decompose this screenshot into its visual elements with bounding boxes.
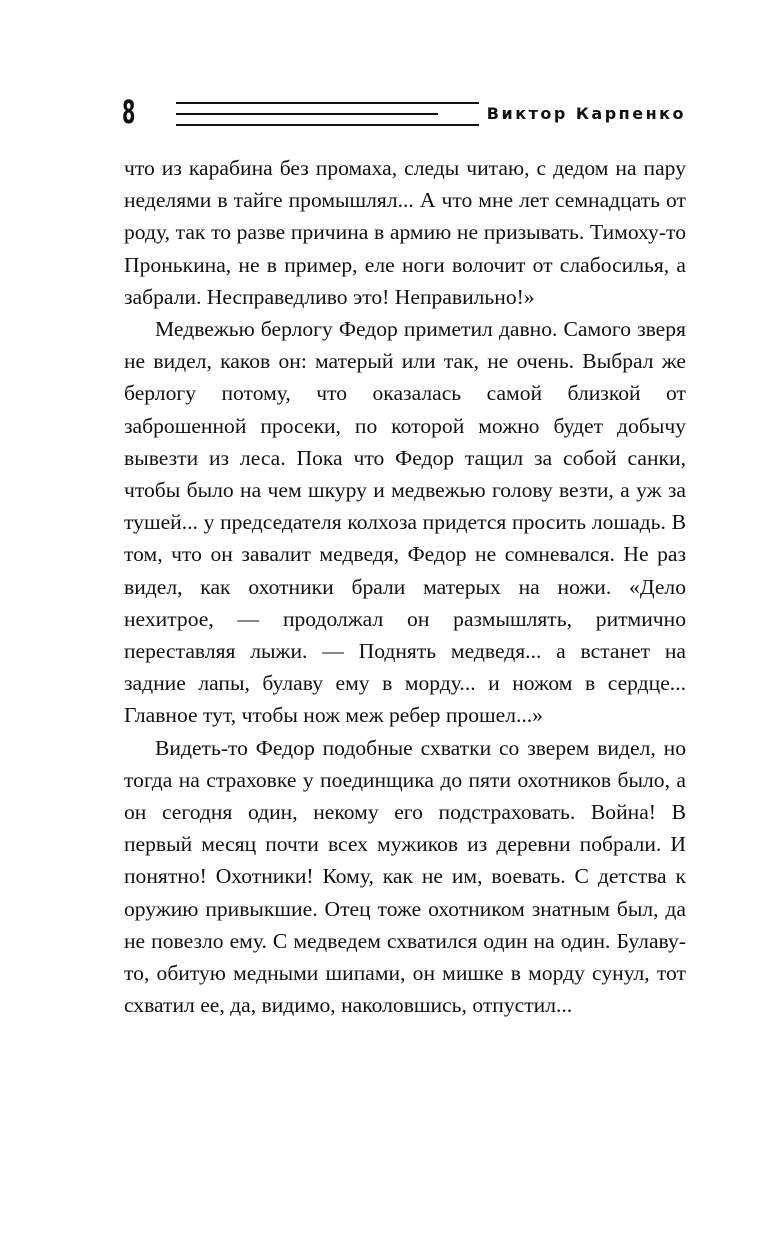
running-head-author: Виктор Карпенко — [479, 102, 686, 126]
body-text — [124, 152, 686, 1021]
page-number: 8 — [122, 93, 136, 131]
paragraph: Видеть-то Федор подобные схватки со зверем видел, но тогда на страховке у поединщика до пяти охотников было, а он сегодня один, некому его подстраховать. Война! В первый месяц почти всех мужиков из деревни побрали. И понятно! Охотники! Кому, как не им, воевать. С детства к оружию привыкшие. Отец тоже охотником знатным был, да не повезло ему. С медведем схватился один на один. Булаву-то, обитую медными шипами, он мишке в морду сунул, тот схватил ее, да, видимо, наколовшись, отпустил... — [124, 735, 686, 1018]
header-rule-middle — [176, 113, 438, 115]
paragraph-continued: что из карабина без промаха, следы читаю, с дедом на пару неделями в тайге промышлял... А что мне лет семнадцать от роду, так то разве причина в армию не призывать. Тимоху-то Пронькина, не в пример, еле ноги волочит от слабосилья, а забрали. Несправедливо это! Неправильно!» — [124, 156, 686, 309]
paragraph: Медвежью берлогу Федор приметил давно. Самого зверя не видел, каков он: матерый или так, не очень. Выбрал же берлогу потому, что оказалась самой близкой от заброшенной просеки, по которой можно будет добычу вывезти из леса. Пока что Федор тащил за собой санки, чтобы было на чем шкуру и медвежью голову везти, а уж за тушей... у председателя колхоза придется просить лошадь. В том, что он завалит медведя, Федор не сомневался. Не раз видел, как охотники брали матерых на ножи. «Дело нехитрое, — продолжал он размышлять, ритмично переставляя лыжи. — Поднять медведя... а встанет на задние лапы, булаву ему в морду... и ножом в сердце... Главное тут, чтобы нож меж ребер прошел...» — [124, 317, 686, 728]
